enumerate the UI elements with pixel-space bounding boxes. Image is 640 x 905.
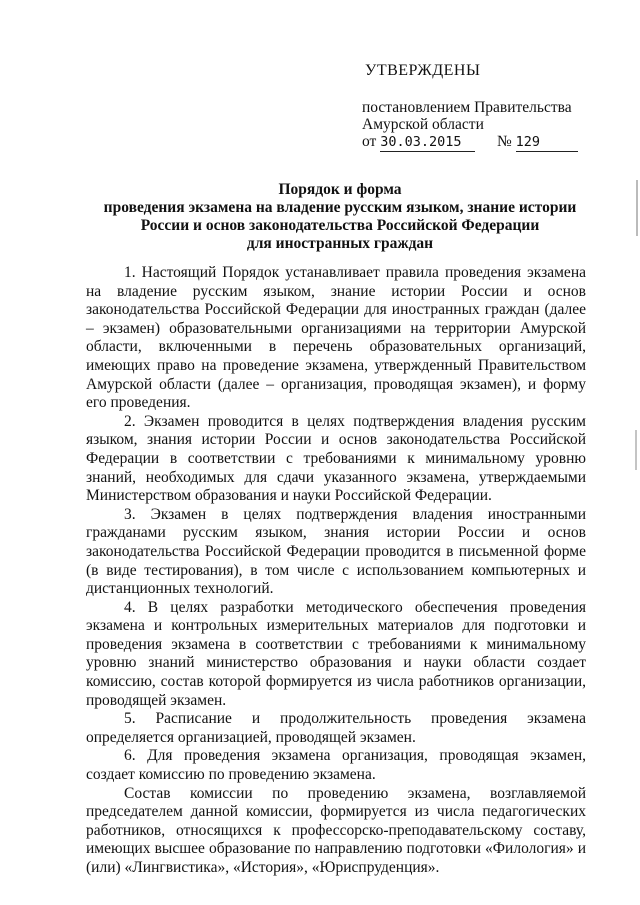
- date-value: 30.03.2015: [380, 134, 462, 150]
- date-field: [380, 133, 475, 152]
- paragraph-5: 5. Расписание и продолжительность проведения экзамена определяется организацией, проводящей экзамен.: [86, 710, 586, 746]
- from-label: от: [362, 133, 377, 150]
- number-label: №: [496, 133, 512, 150]
- approval-date-line: [362, 133, 578, 152]
- title-line-2: проведения экзамена на владение русским языком, знание истории: [103, 199, 577, 216]
- number-field: [516, 133, 578, 152]
- approval-line-2: Амурской области: [362, 116, 484, 133]
- paragraph-4: 4. В целях разработки методического обеспечения проведения экзамена и контрольных измерительных материалов для подготовки и проведения экзамена в соответствии с требованиями к минимальному уровню знаний министерство образования и науки области создает комиссию, состав которой формируется из числа работников организации, проводящей экзамен.: [86, 598, 586, 709]
- paragraph-3: 3. Экзамен в целях подтверждения владения иностранными гражданами русским языком, знания истории России и основ законодательства Российской Федерации проводится в письменной форме (в виде тестирования), в том числе с использованием компьютерных и дистанционных технологий.: [86, 505, 586, 598]
- approved-heading: УТВЕРЖДЕНЫ: [365, 62, 481, 79]
- number-value: 129: [515, 134, 541, 150]
- title-line-3: России и основ законодательства Российской Федерации: [140, 217, 540, 234]
- scan-edge-mark: [613, 0, 639, 905]
- document-title: [60, 181, 620, 253]
- approval-line-1: постановлением Правительства: [362, 99, 572, 116]
- document-body: [86, 264, 586, 878]
- paragraph-6: 6. Для проведения экзамена организация, проводящая экзамен, создает комиссию по проведению экзамена.: [86, 747, 586, 784]
- approval-block: [362, 99, 578, 152]
- title-line-4: для иностранных граждан: [246, 235, 434, 252]
- paragraph-7: Состав комиссии по проведению экзамена, возглавляемой председателем данной комиссии, формируется из числа педагогических работников, относящихся к профессорско-преподавательскому составу, имеющих высшее образование по направлению подготовки «Филология» и (или) «Лингвистика», «История», «Юриспруденция».: [86, 784, 586, 876]
- paragraph-2: 2. Экзамен проводится в целях подтверждения владения русским языком, знания истории России и основ законодательства Российской Федерации в соответствии с требованиями к минимальному уровню знаний, необходимых для сдачи указанного экзамена, утверждаемыми Министерством образования и науки Российской Федерации.: [86, 412, 586, 505]
- paragraph-1: 1. Настоящий Порядок устанавливает правила проведения экзамена на владение русским языком, знание истории России и основ законодательства Российской Федерации для иностранных граждан (далее – экзамен) образовательными организациями на территории Амурской области, включенными в перечень образовательных организаций, имеющих право на проведение экзамена, утвержденный Правительством Амурской области (далее – организация, проводящая экзамен), и форму его проведения.: [86, 264, 586, 412]
- title-line-1: Порядок и форма: [278, 181, 402, 198]
